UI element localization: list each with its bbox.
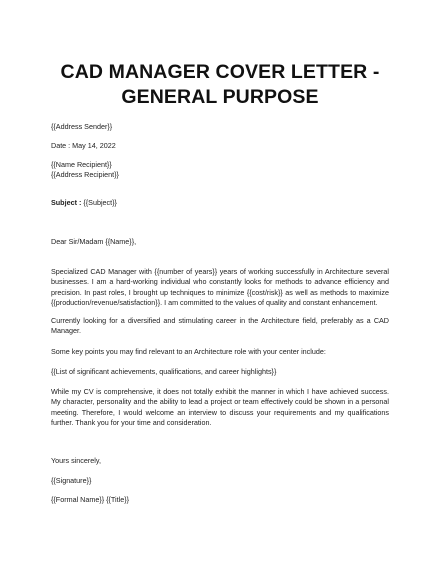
subject-value: {{Subject}} (81, 198, 117, 207)
closing-block (51, 456, 388, 466)
date-line: Date : May 14, 2022 (51, 141, 116, 150)
signature-placeholder: {{Signature}} (51, 476, 92, 485)
subject-line (51, 198, 388, 208)
name-recipient: {{Name Recipient}} (51, 160, 112, 169)
paragraph-closing-statement: While my CV is comprehensive, it does not totally exhibit the manner in which I have achieved success. My character, personality and the ability to lead a project or team effectively could be shown in a personal meeting. Therefore, I would welcome an interview to discuss your requirements and my qualifications further. Thank you for your time and consideration. (51, 387, 389, 428)
salutation (51, 237, 388, 247)
paragraph-key-points: Some key points you may find relevant to an Architecture role with your center include: (51, 347, 326, 356)
paragraph-intro: Specialized CAD Manager with {{number of years}} years of working successfully in Architecture several businesses. I am a hard-working individual who constantly looks for methods to advance efficiency and precision. In past roles, I brought up techniques to minimize {{cost/risk}} as well as methods to maximize {{production/revenue/satisfaction}}. I am committed to the values of quality and constant enhancement. (51, 267, 389, 308)
formal-name-title: {{Formal Name}} {{Title}} (51, 495, 130, 504)
recipient-block (51, 160, 388, 180)
name-title-block (51, 495, 388, 505)
subject-label: Subject : (51, 198, 82, 207)
address-sender: {{Address Sender}} (51, 122, 113, 131)
date-block (51, 141, 388, 151)
sender-address (51, 122, 388, 132)
paragraph-career-goal: Currently looking for a diversified and stimulating career in the Architecture field, preferably as a CAD Manager. (51, 316, 389, 336)
closing-text: Yours sincerely, (51, 456, 101, 465)
signature-block (51, 476, 388, 486)
salutation-text: Dear Sir/Madam {{Name}}, (51, 237, 137, 246)
paragraph-achievements: {{List of significant achievements, qualifications, and career highlights}} (51, 367, 277, 376)
address-recipient: {{Address Recipient}} (51, 170, 119, 179)
letter-title: CAD MANAGER COVER LETTER - GENERAL PURPOSE (60, 61, 380, 108)
